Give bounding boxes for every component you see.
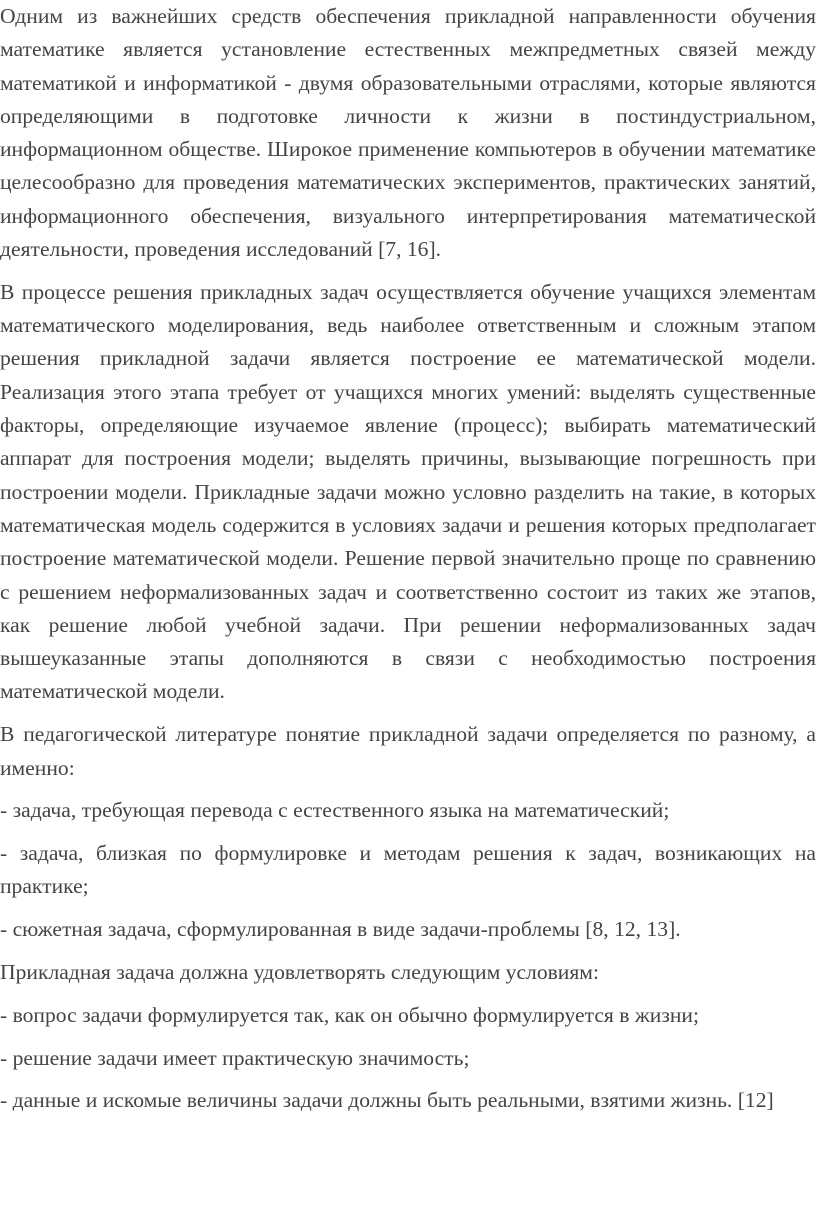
- paragraph-definition: В педагогической литературе понятие прикладной задачи определяется по разному, а именно:: [0, 722, 816, 780]
- paragraph-intro: Одним из важнейших средств обеспечения прикладной направленности обучения математике является установление естественных межпредметных связей между математикой и информатикой - двумя образовательными отраслями, которые являются определяющими в подготовке личности к жизни в постиндустриальном, информационном обществе. Широкое применение компьютеров в обучении математике целесообразно для проведения математических экспериментов, практических занятий, информационного обеспечения, визуального интерпретирования математической деятельности, проведения исследований [7, 16].: [0, 4, 816, 262]
- list-item-condition-3: - данные и искомые величины задачи должны быть реальными, взятими жизнь. [12]: [0, 1088, 774, 1113]
- paragraph-conditions: Прикладная задача должна удовлетворять следующим условиям:: [0, 960, 599, 985]
- list-item-definition-1: - задача, требующая перевода с естественного языка на математический;: [0, 798, 670, 823]
- list-item-definition-2: - задача, близкая по формулировке и методам решения к задач, возникающих на практике;: [0, 841, 816, 899]
- list-item-definition-3: - сюжетная задача, сформулированная в виде задачи-проблемы [8, 12, 13].: [0, 917, 681, 942]
- paragraph-modeling: В процессе решения прикладных задач осуществляется обучение учащихся элементам математического моделирования, ведь наиболее ответственным и сложным этапом решения прикладной задачи является построение ее математической модели. Реализация этого этапа требует от учащихся многих умений: выделять существенные факторы, определяющие изучаемое явление (процесс); выбирать математический аппарат для построения модели; выделять причины, вызывающие погрешность при построении модели. Прикладные задачи можно условно разделить на такие, в которых математическая модель содержится в условиях задачи и решения которых предполагает построение математической модели. Решение первой значительно проще по сравнению с решением неформализованных задач и соответственно состоит из таких же этапов, как решение любой учебной задачи. При решении неформализованных задач вышеуказанные этапы дополняются в связи с необходимостью построения математической модели.: [0, 279, 816, 704]
- list-item-condition-1: - вопрос задачи формулируется так, как он обычно формулируется в жизни;: [0, 1002, 699, 1027]
- list-item-condition-2: - решение задачи имеет практическую значимость;: [0, 1045, 470, 1070]
